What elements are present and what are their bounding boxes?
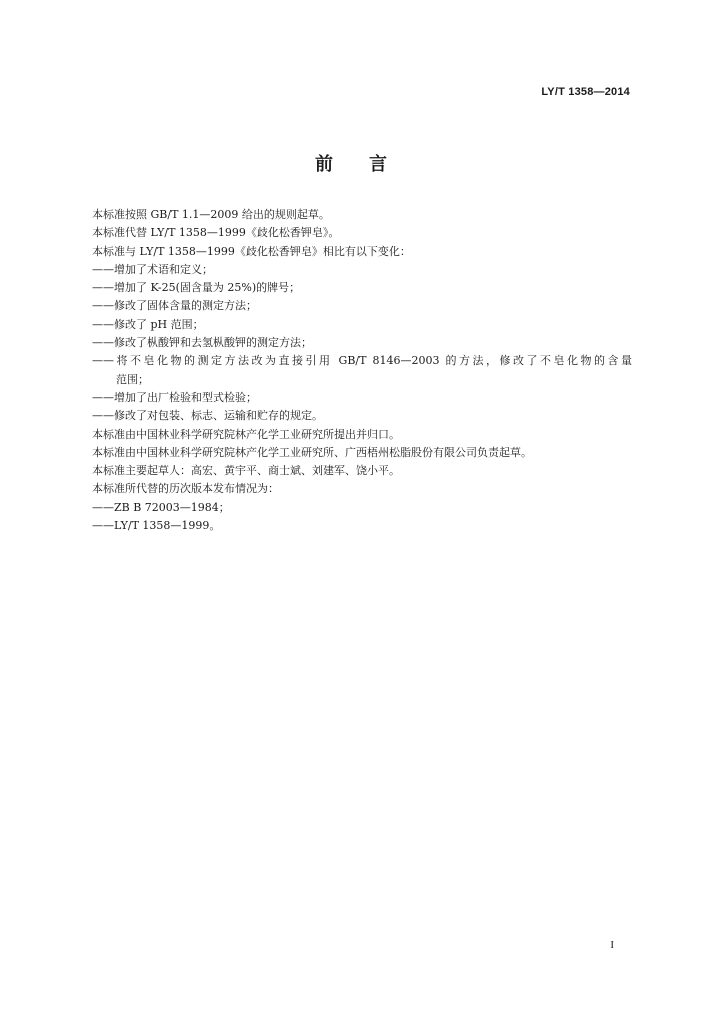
list-item: ——将不皂化物的测定方法改为直接引用 GB/T 8146—2003 的方法，修改了不皂化物的含量 [92,354,632,368]
list-item: ——修改了 pH 范围； [92,317,204,331]
list-item: ——LY/T 1358—1999。 [92,519,221,533]
page-title: 前言 [315,154,423,175]
page-number: I [610,939,614,951]
list-item: ——增加了术语和定义； [92,262,213,276]
list-item-continuation: 范围； [116,372,149,386]
text-line: 本标准代替 LY/T 1358—1999《歧化松香钾皂》。 [92,226,340,240]
list-item: ——增加了 K-25(固含量为 25%)的牌号； [92,281,301,295]
list-item: ——修改了对包装、标志、运输和贮存的规定。 [92,409,323,423]
list-item: ——修改了枞酸钾和去氢枞酸钾的测定方法； [92,336,312,350]
list-item: ——ZB B 72003—1984； [92,500,230,514]
text-line: 本标准所代替的历次版本发布情况为： [92,482,279,496]
standard-code: LY/T 1358—2014 [541,86,630,98]
text-line: 本标准与 LY/T 1358—1999《歧化松香钾皂》相比有以下变化： [92,244,411,258]
text-line: 本标准由中国林业科学研究院林产化学工业研究所提出并归口。 [92,427,400,441]
list-item: ——增加了出厂检验和型式检验； [92,390,257,404]
foreword-body [92,206,632,535]
text-line: 本标准主要起草人：高宏、黄宇平、商士斌、刘建军、饶小平。 [92,464,400,478]
text-line: 本标准按照 GB/T 1.1—2009 给出的规则起草。 [92,208,330,221]
list-item: ——修改了固体含量的测定方法； [92,299,257,313]
text-line: 本标准由中国林业科学研究院林产化学工业研究所、广西梧州松脂股份有限公司负责起草。 [92,445,532,459]
